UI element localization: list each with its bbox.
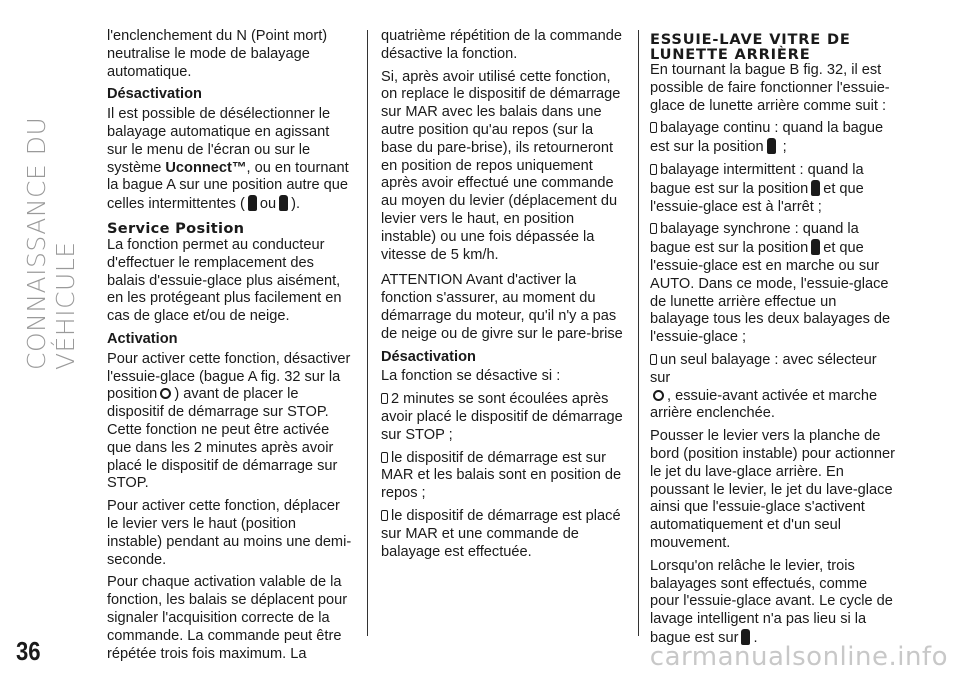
paragraph: La fonction se désactive si : (381, 368, 561, 385)
list-item (650, 352, 896, 423)
watermark: carmanualsonline.info (649, 642, 948, 672)
text: 2 minutes se sont écoulées après avoir placé le dispositif de démarrage sur STOP ; (381, 391, 623, 443)
wiper-position-icon (767, 138, 776, 154)
wiper-position-icon (811, 239, 820, 255)
text: un seul balayage : avec sélecteur sur (650, 351, 877, 386)
paragraph (650, 558, 896, 648)
off-position-icon (653, 390, 664, 401)
paragraph: Si, après avoir utilisé cette fonction, on replace le dispositif de démarrage sur MAR avec les balais dans une autre position qu'au repos (sur la base du pare-brise), ils retourneront en position de repos uniquement après avoir effectué une commande au moyen du levier (déplacement du levier vers le haut, en position instable) ou une fois dépassée la vitesse de 5 km/h. (381, 68, 621, 263)
paragraph: Pour activer cette fonction, déplacer le levier vers le haut (position instable) pendant au moins une demi-seconde. (107, 498, 352, 568)
text: . (753, 629, 758, 646)
wiper-position-icon (811, 180, 820, 196)
paragraph: quatrième répétition de la commande désactive la fonction. (381, 28, 622, 62)
paragraph: En tournant la bague B fig. 32, il est possible de faire fonctionner l'essuie-glace de lunette arrière comme suit : (650, 62, 890, 114)
text: Pour activer cette fonction, désactiver l'essuie-glace (bague A fig. 32 sur la position (107, 350, 351, 403)
warning-paragraph: ATTENTION Avant d'activer la fonction s'assurer, au moment du démarrage du moteur, qu'il n'y a pas de neige ou de givre sur le pare-brise (381, 272, 623, 342)
text: ). (291, 196, 301, 213)
paragraph: l'enclenchement du N (Point mort) neutralise le mode de balayage automatique. (107, 28, 328, 80)
subheading-activation: Activation (107, 330, 178, 347)
text: balayage synchrone : quand la bague est sur la position (650, 221, 859, 257)
list-item (650, 120, 896, 157)
section-heading-service-position: Service Position (107, 219, 245, 237)
wiper-position-icon (248, 195, 257, 211)
list-item (650, 221, 896, 347)
page-number: 36 (16, 636, 41, 666)
bullet-icon (650, 223, 657, 234)
text: balayage continu : quand la bague est sur la position (650, 120, 884, 156)
subheading-desactivation: Désactivation (107, 86, 202, 103)
paragraph: Pousser le levier vers la planche de bord (position instable) pour actionner le jet du lave-glace arrière. En poussant le levier, le jet du lave-glace ainsi que l'essuie-glace s'activent automatiquement et d'un seul mouvement. (650, 428, 895, 551)
bullet-icon (650, 354, 657, 365)
text: et que l'essuie-glace est en marche ou sur AUTO. Dans ce mode, l'essuie-glace de lunette arrière effectue un balayage tous les deux balayages de l'essuie-glace ; (650, 240, 891, 346)
text: ou (259, 196, 277, 213)
brand-name: Uconnect™ (165, 159, 247, 176)
paragraph (107, 351, 353, 493)
text: le dispositif de démarrage est placé sur MAR et une commande de balayage est effectuée. (381, 507, 621, 560)
bullet-icon (650, 164, 657, 175)
list-item (381, 508, 627, 561)
list-item (650, 162, 896, 216)
paragraph: Pour chaque activation valable de la fonction, les balais se déplacent pour signaler l'acquisition correcte de la commande. La commande peut être répétée trois fois maximum. La (107, 574, 348, 662)
text: et que l'essuie-glace est à l'arrêt ; (650, 180, 864, 215)
column-right (650, 28, 896, 653)
text: , essuie-avant activée et marche arrière enclenchée. (650, 387, 878, 422)
off-position-icon (160, 388, 171, 399)
bullet-icon (381, 393, 388, 404)
paragraph: La fonction permet au conducteur d'effectuer le remplacement des balais d'essuie-glace plus aisément, en les protégeant plus facilement en cas de glace et/ou de neige. (107, 236, 342, 325)
text: ; (778, 139, 787, 156)
section-title: CONNAISSANCE DU VÉHICULE (22, 116, 80, 370)
text: balayage intermittent : quand la bague est sur la position (650, 161, 864, 197)
column-left (107, 28, 353, 668)
column-divider (638, 30, 639, 636)
text: Il est possible de désélectionner le balayage automatique en agissant sur le menu de l'écran ou sur le système (107, 106, 331, 176)
column-divider (367, 30, 368, 636)
bullet-icon (381, 452, 388, 463)
wiper-position-icon (279, 195, 288, 211)
list-item (381, 450, 627, 503)
subheading-desactivation: Désactivation (381, 348, 476, 365)
column-middle (381, 28, 627, 566)
text: ) avant de placer le dispositif de démarrage sur STOP. Cette fonction ne peut être activée que dans les 2 minutes après avoir placé le dispositif de démarrage sur STOP. (107, 386, 338, 492)
text: le dispositif de démarrage est sur MAR et les balais sont en position de repos ; (381, 449, 622, 502)
bullet-icon (650, 122, 657, 133)
bullet-icon (381, 510, 388, 521)
list-item (381, 391, 627, 444)
text: Lorsqu'on relâche le levier, trois balayages sont effectués, comme pour l'essuie-glace avant. Le cycle de lavage intelligent n'a pas lieu si la bague est sur (650, 557, 893, 646)
text: , ou en tournant la bague A sur une position autre que celles intermittentes ( (107, 159, 349, 213)
section-heading-rear-wiper: ESSUIE-LAVE VITRE DE LUNETTE ARRIÈRE (650, 31, 851, 63)
paragraph (107, 106, 353, 214)
